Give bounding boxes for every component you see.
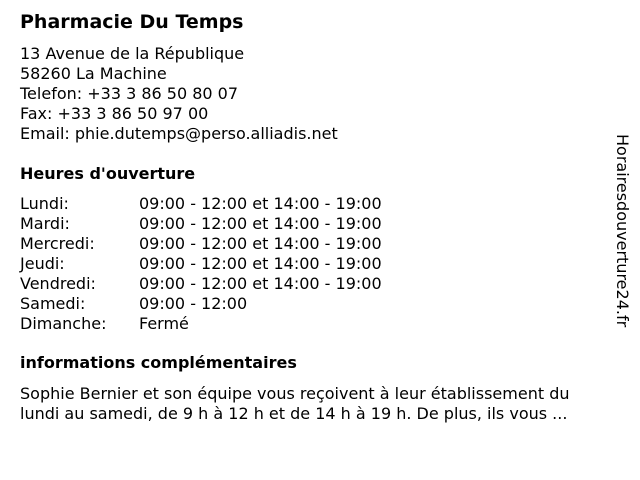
day-label: Mardi: (20, 214, 70, 233)
day-hours: 09:00 - 12:00 et 14:00 - 19:00 (139, 234, 382, 253)
hours-row-mercredi (20, 234, 460, 254)
day-hours: 09:00 - 12:00 et 14:00 - 19:00 (139, 214, 382, 233)
hours-row-samedi (20, 294, 460, 314)
day-label: Samedi: (20, 294, 86, 313)
day-label: Dimanche: (20, 314, 107, 333)
day-label: Jeudi: (20, 254, 65, 273)
day-label: Lundi: (20, 194, 69, 213)
info-line: lundi au samedi, de 9 h à 12 h et de 14 h à 19 h. De plus, ils vous ... (20, 404, 568, 423)
site-watermark: Horairesdouverture24.fr (613, 134, 632, 328)
hours-row-mardi (20, 214, 460, 234)
hours-row-dimanche (20, 314, 460, 334)
day-label: Vendredi: (20, 274, 96, 293)
city-postcode: 58260 La Machine (20, 64, 167, 83)
pharmacy-name: Pharmacie Du Temps (20, 11, 244, 33)
info-line: Sophie Bernier et son équipe vous reçoivent à leur établissement du (20, 384, 570, 403)
day-label: Mercredi: (20, 234, 95, 253)
contact-block (20, 44, 338, 144)
additional-info-heading: informations complémentaires (20, 353, 297, 372)
additional-info-text (20, 384, 624, 424)
opening-hours-heading: Heures d'ouverture (20, 164, 196, 183)
phone-number: Telefon: +33 3 86 50 80 07 (20, 84, 239, 103)
hours-row-jeudi (20, 254, 460, 274)
opening-hours-table (20, 194, 460, 334)
day-hours: 09:00 - 12:00 et 14:00 - 19:00 (139, 254, 382, 273)
email-address: Email: phie.dutemps@perso.alliadis.net (20, 124, 338, 143)
fax-number: Fax: +33 3 86 50 97 00 (20, 104, 209, 123)
street-address: 13 Avenue de la République (20, 44, 245, 63)
day-hours: Fermé (139, 314, 189, 333)
day-hours: 09:00 - 12:00 et 14:00 - 19:00 (139, 274, 382, 293)
hours-row-vendredi (20, 274, 460, 294)
day-hours: 09:00 - 12:00 (139, 294, 248, 313)
day-hours: 09:00 - 12:00 et 14:00 - 19:00 (139, 194, 382, 213)
hours-row-lundi (20, 194, 460, 214)
